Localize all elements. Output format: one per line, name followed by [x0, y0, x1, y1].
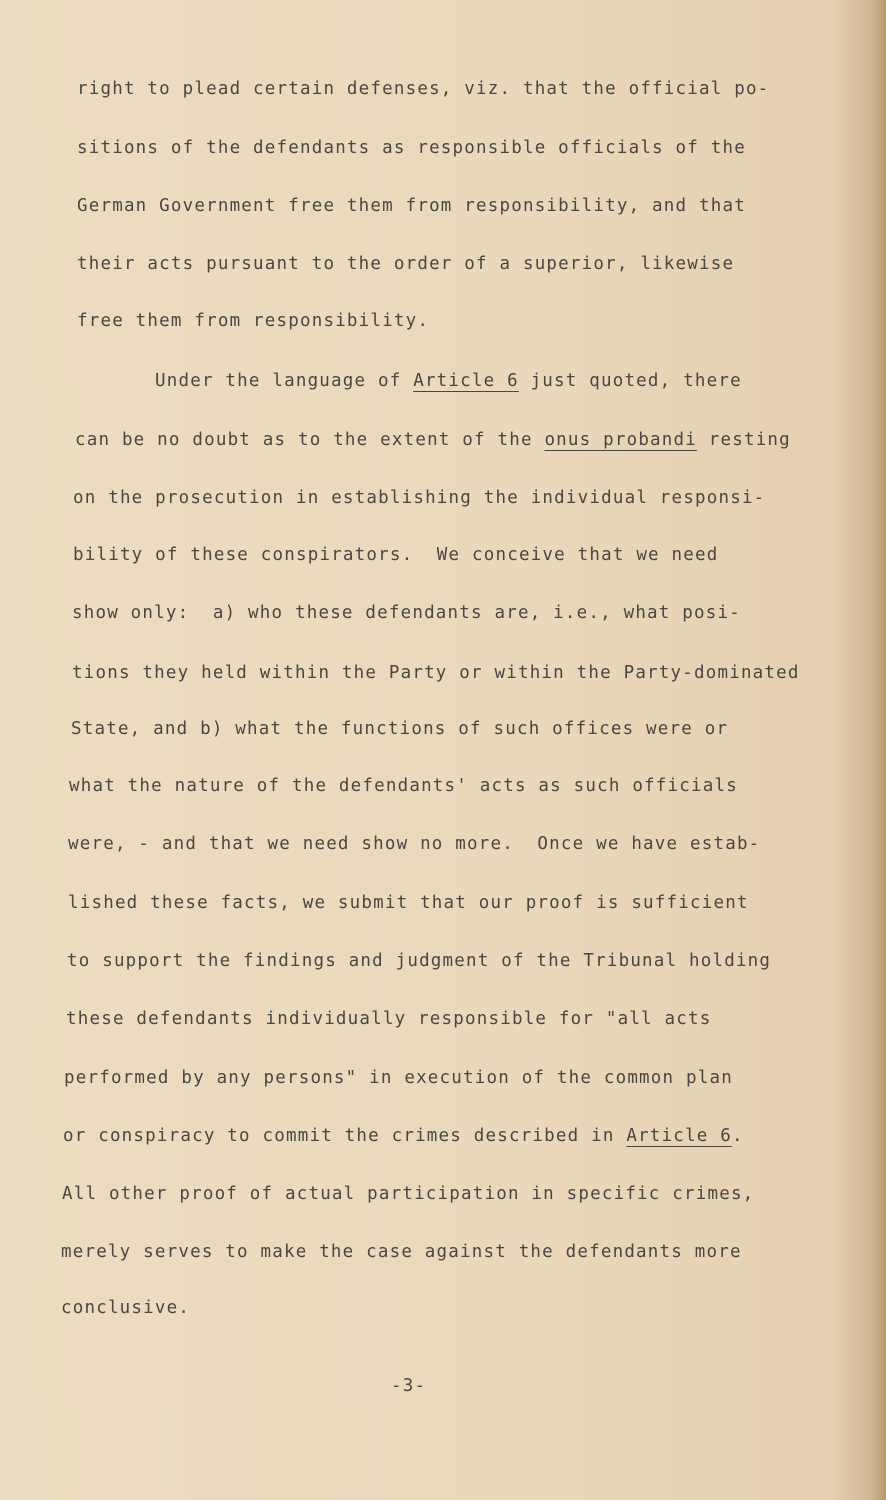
- text-line: on the prosecution in establishing the individual responsi-: [73, 488, 766, 508]
- text-line: conclusive.: [61, 1298, 191, 1318]
- text-line: tions they held within the Party or within the Party-dominated: [72, 663, 800, 683]
- text-line: show only: a) who these defendants are, i.e., what posi-: [72, 603, 741, 623]
- text-run: Under the language of: [155, 371, 414, 391]
- text-line: their acts pursuant to the order of a superior, likewise: [77, 254, 735, 274]
- underlined-reference: Article 6: [413, 371, 519, 391]
- text-line: German Government free them from responsibility, and that: [77, 196, 746, 216]
- text-line: performed by any persons" in execution of the common plan: [64, 1068, 733, 1088]
- text-run: can be no doubt as to the extent of the: [75, 430, 545, 450]
- text-line: to support the findings and judgment of the Tribunal holding: [67, 951, 772, 971]
- text-line: [155, 370, 742, 392]
- text-line: what the nature of the defendants' acts as such officials: [69, 776, 738, 796]
- text-line: were, - and that we need show no more. Once we have estab-: [68, 834, 761, 854]
- underlined-reference: Article 6: [626, 1126, 732, 1146]
- text-line: lished these facts, we submit that our proof is sufficient: [68, 893, 749, 913]
- text-line: these defendants individually responsible for "all acts: [66, 1009, 712, 1029]
- text-line: free them from responsibility.: [77, 311, 430, 331]
- text-line: right to plead certain defenses, viz. that the official po-: [77, 79, 770, 99]
- text-line: [63, 1125, 744, 1147]
- text-line: bility of these conspirators. We conceive that we need: [73, 545, 719, 565]
- page-number: -3-: [391, 1376, 427, 1396]
- text-run: resting: [697, 430, 791, 450]
- text-line: merely serves to make the case against the defendants more: [61, 1242, 742, 1262]
- page-edge-shadow: [872, 0, 886, 1500]
- text-run: or conspiracy to commit the crimes described in: [63, 1126, 627, 1146]
- text-run: .: [731, 1126, 744, 1146]
- text-run: just quoted, there: [518, 371, 742, 391]
- underlined-term: onus probandi: [544, 430, 698, 450]
- text-line: All other proof of actual participation in specific crimes,: [62, 1184, 755, 1204]
- text-line: State, and b) what the functions of such offices were or: [71, 719, 729, 739]
- text-line: [75, 429, 791, 451]
- text-line: sitions of the defendants as responsible officials of the: [77, 138, 746, 158]
